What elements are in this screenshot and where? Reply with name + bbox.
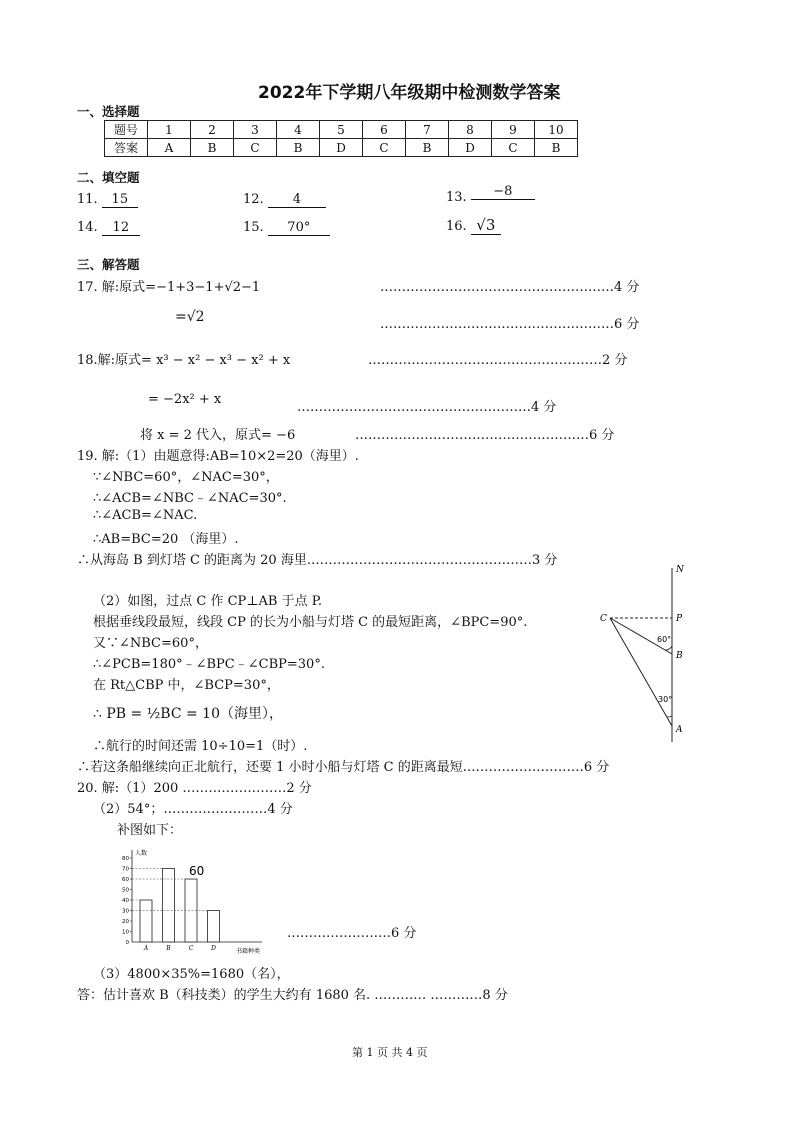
table-cell: 1 (148, 121, 191, 139)
q18-line3: 将 x = 2 代入，原式= −6 (140, 428, 296, 443)
x-tick-label: C (188, 945, 194, 952)
q19-line: ∴∠PCB=180°﹣∠BPC﹣∠CBP=30°. (93, 657, 325, 672)
fill-answer: √3 (471, 216, 501, 235)
bar-B (163, 869, 175, 943)
fill-answer: 70° (268, 220, 330, 236)
page-footer: 第 1 页 共 4 页 (352, 1046, 428, 1059)
table-cell: 8 (449, 121, 492, 139)
table-cell: 4 (277, 121, 320, 139)
y-axis-label: 人数 (135, 850, 148, 857)
angle-arc-a (667, 716, 672, 717)
y-tick-label: 80 (122, 856, 129, 862)
y-tick-label: 60 (122, 877, 129, 883)
table-cell: B (191, 139, 234, 157)
section-heading-choice: 一、选择题 (77, 104, 140, 119)
q18-score2: ………………………………………………4 分 (297, 400, 557, 415)
q18-line1: 18.解:原式= x³ − x² − x³ − x² + x (77, 353, 291, 368)
label-a: A (676, 725, 683, 735)
q17-score2: ………………………………………………6 分 (380, 317, 640, 332)
table-cell: C (492, 139, 535, 157)
q19-line: ∴若这条船继续向正北航行，还要 1 小时小船与灯塔 C 的距离最短.………………………6 分 (77, 760, 610, 775)
fill-answer: 12 (102, 220, 140, 236)
y-tick-label: 20 (122, 919, 129, 925)
q17-line2: =√2 (175, 309, 205, 325)
fill-item-13: 13. −8 (446, 190, 535, 206)
label-b: B (676, 651, 683, 661)
table-cell: 2 (191, 121, 234, 139)
label-n: N (676, 565, 684, 575)
bar-A (140, 900, 152, 942)
table-cell: C (363, 139, 406, 157)
label-angle-30: 30° (658, 695, 673, 704)
page-title: 2022年下学期八年级期中检测数学答案 (258, 83, 561, 103)
fill-item-14: 14. 12 (77, 220, 140, 236)
q19-line: （2）如图，过点 C 作 CP⊥AB 于点 P. (93, 594, 322, 609)
fill-item-11: 11. 15 (77, 192, 138, 208)
q18-score3: ………………………………………………6 分 (355, 428, 615, 443)
fill-item-16: 16. √3 (446, 216, 501, 235)
q20-line3: 补图如下： (117, 823, 183, 838)
y-tick-label: 10 (122, 929, 129, 936)
section-heading-fill: 二、填空题 (77, 170, 140, 185)
label-c: C (600, 614, 607, 624)
table-cell: 10 (535, 121, 578, 139)
table-cell: 6 (363, 121, 406, 139)
fill-answer: 15 (102, 192, 138, 208)
table-cell: 9 (492, 121, 535, 139)
table-cell: B (535, 139, 578, 157)
table-cell: 3 (234, 121, 277, 139)
bar-chart (112, 842, 282, 954)
section-heading-solve: 三、解答题 (77, 257, 140, 272)
q18-line2: = −2x² + x (148, 392, 222, 407)
label-angle-60: 60° (657, 635, 672, 644)
q19-line: 又∵∠NBC=60°， (93, 636, 208, 651)
x-axis-label: 书籍种类 (236, 948, 261, 954)
q19-line: 根据垂线段最短，线段 CP 的长为小船与灯塔 C 的最短距离，∠BPC=90°. (93, 615, 528, 630)
q20-chart-score: ……………………6 分 (287, 926, 417, 941)
q19-line: ∴ PB = ½BC = 10（海里）， (93, 706, 283, 722)
table-cell: 7 (406, 121, 449, 139)
fill-item-15: 15. 70° (243, 220, 330, 236)
q19-line: ∴航行的时间还需 10÷10=1（时）. (93, 739, 308, 754)
q19-line: ∵∠NBC=60°，∠NAC=30°， (93, 470, 279, 485)
q19-line: ∴∠ACB=∠NBC﹣∠NAC=30°. (93, 491, 287, 506)
table-cell: 答案 (105, 139, 148, 157)
q20-line2: （2）54°；……………………4 分 (93, 802, 293, 817)
q19-line: ∴∠ACB=∠NAC. (93, 508, 198, 523)
data-label: 60 (189, 864, 205, 878)
q18-score1: ………………………………………………2 分 (368, 353, 628, 368)
table-row (105, 139, 578, 157)
q17-line1: 17. 解:原式=−1+3−1+√2−1 (77, 280, 261, 295)
fill-answer: 4 (268, 192, 326, 208)
table-cell: A (148, 139, 191, 157)
fill-item-12: 12. 4 (243, 192, 326, 208)
table-cell: D (449, 139, 492, 157)
table-cell: 5 (320, 121, 363, 139)
q19-line: ∴从海岛 B 到灯塔 C 的距离为 20 海里.……………………………………………3 分 (77, 553, 558, 568)
table-cell: D (320, 139, 363, 157)
q19-line: 19. 解:（1）由题意得:AB=10×2=20（海里）. (77, 449, 359, 464)
x-tick-label: A (143, 945, 149, 952)
fill-answer: −8 (471, 184, 535, 200)
q20-line1: 20. 解:（1）200 ……………………2 分 (77, 781, 312, 796)
angle-arc-b (665, 646, 672, 650)
table-cell: B (406, 139, 449, 157)
q19-line: ∴AB=BC=20 （海里）. (93, 532, 239, 547)
q17-score1: ………………………………………………4 分 (380, 280, 640, 295)
table-cell: 题号 (105, 121, 148, 139)
y-tick-label: 30 (122, 908, 129, 915)
table-cell: C (234, 139, 277, 157)
q20-line4: （3）4800×35%=1680（名）， (93, 967, 290, 982)
table-row (105, 121, 578, 139)
y-tick-label: 40 (122, 898, 129, 904)
y-tick-label: 70 (122, 866, 129, 873)
q20-line5: 答：估计喜欢 B（科技类）的学生大约有 1680 名. ………… …………8 分 (77, 988, 508, 1003)
q19-line: 在 Rt△CBP 中，∠BCP=30°， (93, 678, 280, 693)
geometry-figure (595, 560, 695, 745)
table-cell: B (277, 139, 320, 157)
bar-D (208, 911, 220, 943)
y-tick-label: 50 (122, 887, 129, 894)
x-tick-label: D (211, 945, 216, 952)
answer-table (104, 120, 578, 157)
label-p: P (676, 614, 683, 624)
x-tick-label: B (166, 945, 171, 952)
y-tick-label: 0 (125, 940, 129, 946)
